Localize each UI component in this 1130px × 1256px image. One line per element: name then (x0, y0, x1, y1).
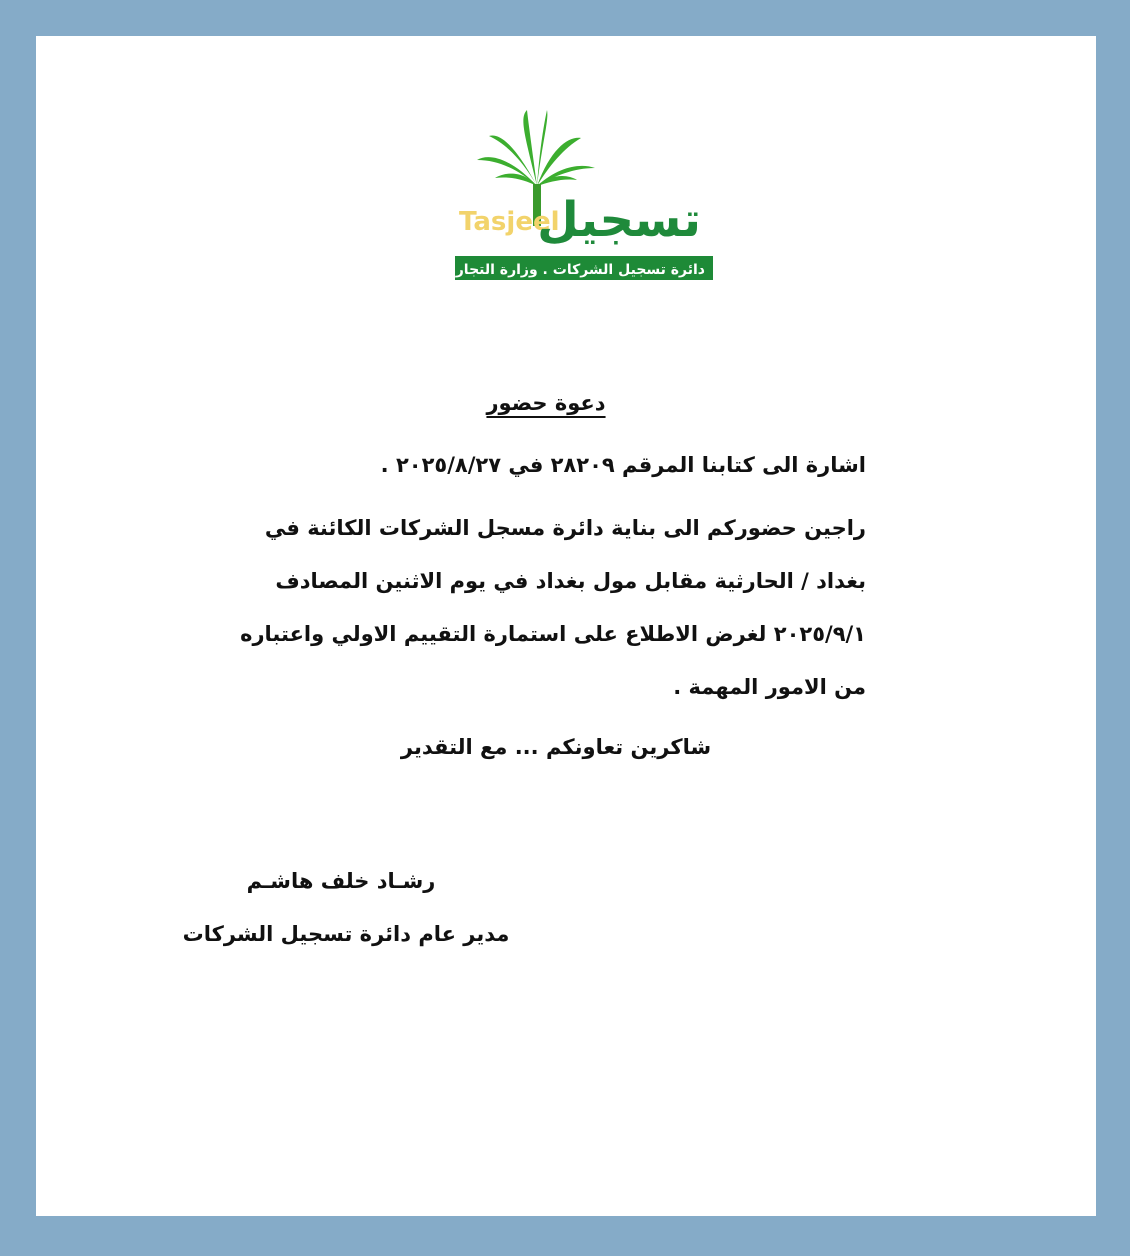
body-line-3: ٢٠٢٥/٩/١ لغرض الاطلاع على استمارة التقييم الاولي واعتباره (240, 622, 866, 646)
body-line-1: راجين حضوركم الى بناية دائرة مسجل الشركات الكائنة في (264, 516, 866, 540)
logo-arabic-name: تسجيل (537, 192, 701, 248)
palm-tree-icon (419, 108, 705, 278)
body-line-2: بغداد / الحارثية مقابل مول بغداد في يوم الاثنين المصادف (275, 569, 866, 593)
tasjeel-logo (419, 108, 705, 278)
body-line-4: من الامور المهمة . (673, 675, 866, 699)
reference-line: اشارة الى كتابنا المرقم ٢٨٢٠٩ في ٢٠٢٥/٨/٢٧ . (380, 453, 866, 477)
letter-page (36, 36, 1096, 1216)
letter-title: دعوة حضور (486, 391, 606, 415)
signature-title: مدير عام دائرة تسجيل الشركات (182, 922, 510, 946)
logo-tagline: دائرة تسجيل الشركات . وزارة التجارة (447, 262, 705, 278)
closing-line: شاكرين تعاونكم ... مع التقدير (400, 735, 712, 759)
signature-name: رشـاد خلف هاشـم (246, 869, 436, 893)
logo-latin-text: Tasjeel (459, 207, 560, 237)
